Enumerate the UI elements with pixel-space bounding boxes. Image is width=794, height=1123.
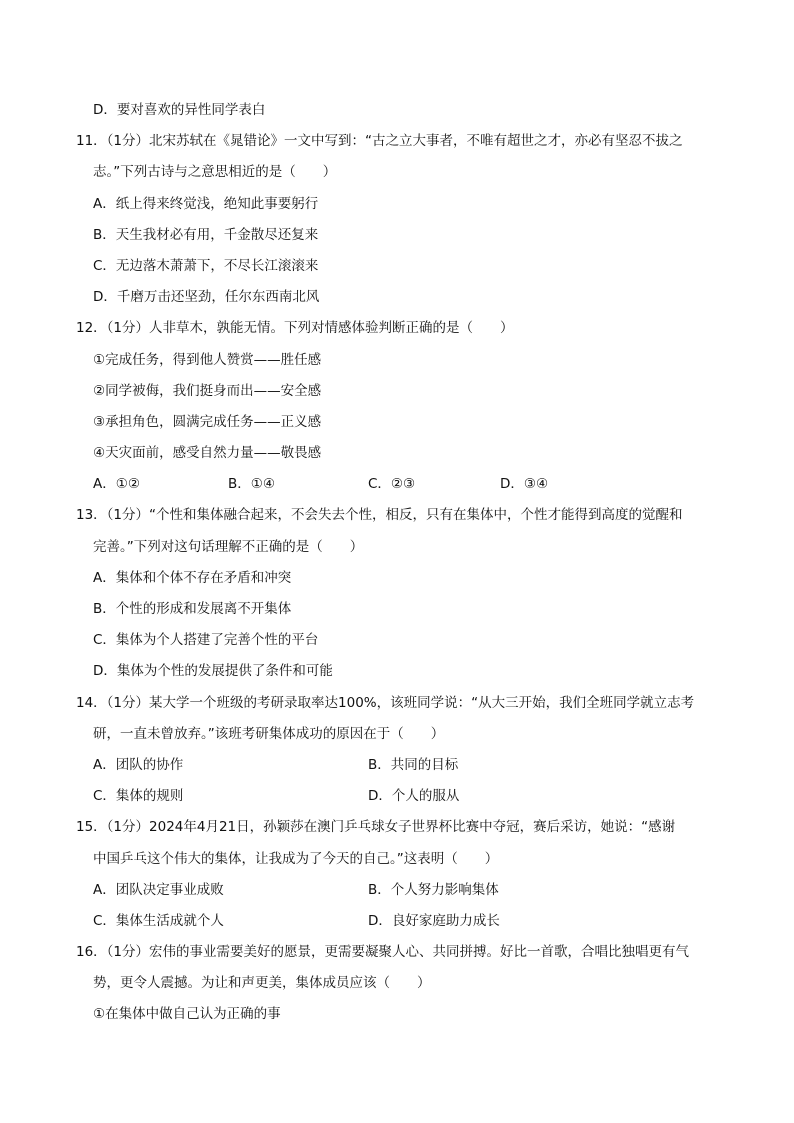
q15-option-c: C．集体生活成就个人 [93,912,224,929]
q13-option-b: B．个性的形成和发展离不开集体 [93,601,292,617]
q12-option-b: B．①④ [228,476,275,493]
q15-option-b: B．个人努力影响集体 [368,881,499,898]
q15-options-row1 [0,879,794,910]
q15-option-a: A．团队决定事业成败 [93,881,224,898]
q13-stem: 13．（1分）“个性和集体融合起来，不会失去个性，相反，只有在集体中，个性才能得到高度的觉醒和 [76,507,683,524]
q12-statement-3: ③承担角色，圆满完成任务——正义感 [93,413,322,430]
q14-option-c: C．集体的规则 [93,788,184,805]
q10-option-d: D．要对喜欢的异性同学表白 [93,102,266,118]
q13-option-a: A．集体和个体不存在矛盾和冲突 [93,569,292,586]
q16-stem: 16．（1分）宏伟的事业需要美好的愿景，更需要凝聚人心、共同拼搏。好比一首歌，合唱比独唱更有气 [76,944,690,961]
q11-option-a: A．纸上得来终觉浅，绝知此事要躬行 [93,195,319,212]
q14-stem: 14．（1分）某大学一个班级的考研录取率达100%，该班同学说：“从大三开始，我们全班同学就立志考 [76,694,695,711]
q11-stem-cont: 志。”下列古诗与之意思相近的是（ ） [93,164,337,181]
q12-stem: 12．（1分）人非草木，孰能无情。下列对情感体验判断正确的是（ ） [76,320,514,337]
q11-option-d: D．千磨万击还坚劲，任尔东西南北风 [93,289,320,306]
q13-stem-cont: 完善。”下列对这句话理解不正确的是（ ） [93,538,364,555]
q12-option-c: C．②③ [368,476,416,493]
q15-stem-cont: 中国乒乓这个伟大的集体，让我成为了今天的自己。”这表明（ ） [93,850,499,867]
q14-option-b: B．共同的目标 [368,756,459,773]
q15-stem: 15．（1分）2024年4月21日，孙颖莎在澳门乒乓球女子世界杯比赛中夺冠，赛后采访，她说：“感谢 [76,819,676,836]
q14-option-a: A．团队的协作 [93,756,184,773]
q12-statement-4: ④天灾面前，感受自然力量——敬畏感 [93,445,322,462]
q15-option-d: D．良好家庭助力成长 [368,912,500,929]
q14-options-row2 [0,785,794,816]
q11-stem: 11．（1分）北宋苏轼在《晁错论》一文中写到：“古之立大事者，不唯有超世之才，亦必有坚忍不拔之 [76,133,683,150]
q11-option-c: C．无边落木萧萧下，不尽长江滚滚来 [93,257,319,274]
q15-options-row2 [0,910,794,941]
q16-statement-1: ①在集体中做自己认为正确的事 [93,1006,281,1023]
q14-options-row1 [0,754,794,785]
q11-option-b: B．天生我材必有用，千金散尽还复来 [93,226,319,243]
q12-option-a: A．①② [93,476,140,493]
exam-page [0,99,794,1035]
q12-option-d: D．③④ [500,476,549,493]
q12-statement-1: ①完成任务，得到他人赞赏——胜任感 [93,351,322,368]
q13-option-c: C．集体为个人搭建了完善个性的平台 [93,632,319,649]
q12-options [0,473,794,504]
q14-option-d: D．个人的服从 [368,788,460,805]
q13-option-d: D．集体为个性的发展提供了条件和可能 [93,663,333,680]
q14-stem-cont: 研，一直未曾放弃。”该班考研集体成功的原因在于（ ） [93,725,445,742]
q16-stem-cont: 势，更令人震撼。为让和声更美，集体成员应该（ ） [93,975,431,992]
q12-statement-2: ②同学被侮，我们挺身而出——安全感 [93,382,322,399]
